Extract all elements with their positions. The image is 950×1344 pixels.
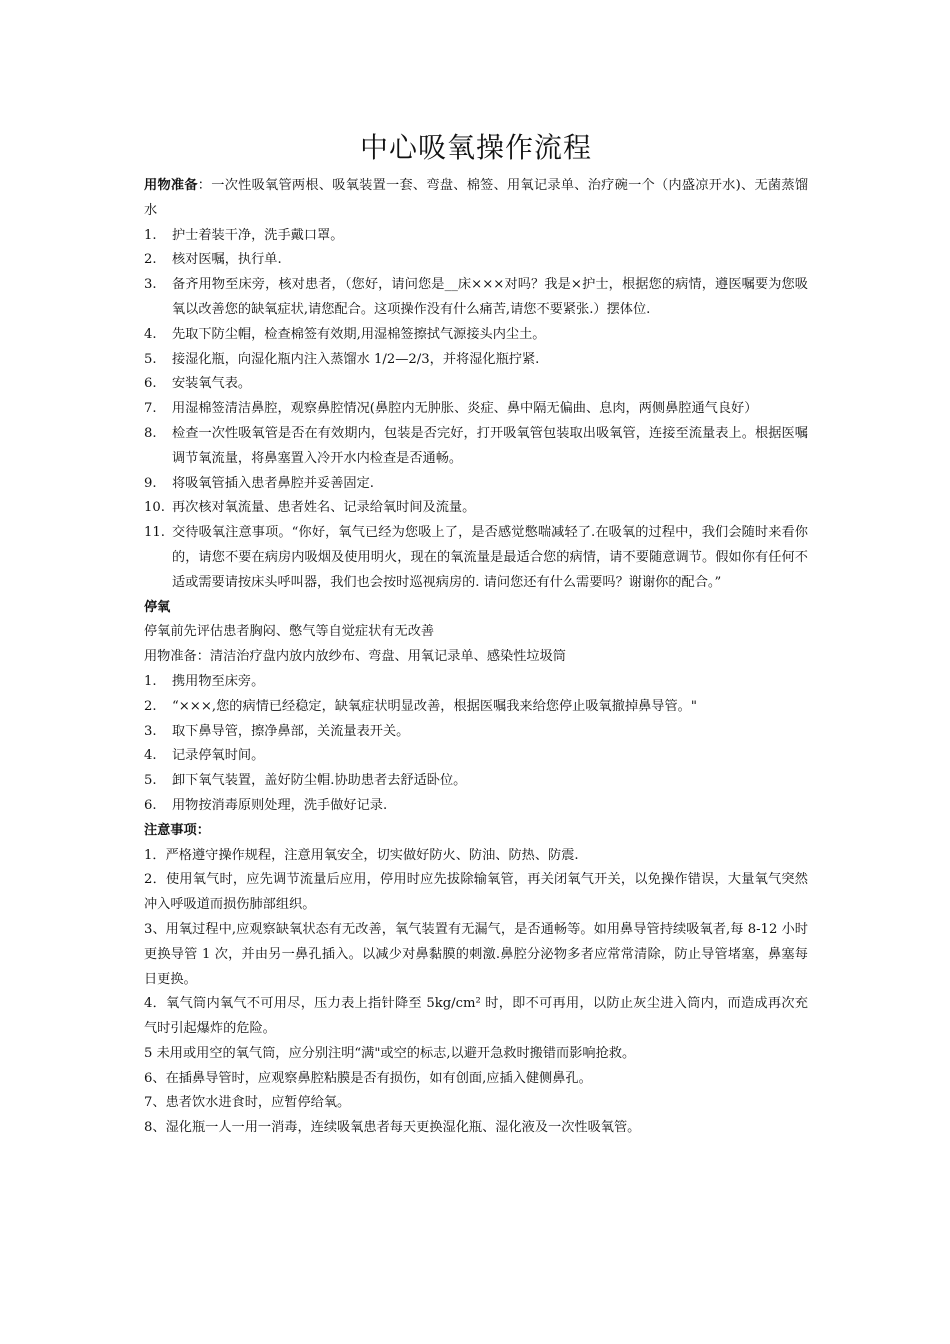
step-item	[144, 472, 808, 497]
page-title: 中心吸氧操作流程	[359, 131, 592, 164]
stop-prep: 用物准备：清洁治疗盘内放内放纱布、弯盘、用氧记录单、感染性垃圾筒	[144, 649, 566, 665]
stop-step-item	[144, 769, 808, 794]
stop-step-item	[144, 794, 808, 819]
stop-step-text: 取下鼻导管，擦净鼻部，关流量表开关。	[172, 723, 410, 739]
note-item: 8、湿化瓶一人一用一消毒，连续吸氧患者每天更换湿化瓶、湿化液及一次性吸氧管。	[144, 1120, 641, 1136]
step-item	[144, 422, 808, 472]
stop-step-text: “×××,您的病情已经稳定，缺氧症状明显改善，根据医嘱我来给您停止吸氧撤掉鼻导管。"	[172, 698, 697, 714]
step-text: 护士着装干净，洗手戴口罩。	[172, 227, 344, 243]
step-item	[144, 521, 808, 595]
step-item	[144, 224, 808, 249]
note-item: 2．使用氧气时，应先调节流量后应用，停用时应先拔除输氧管，再关闭氧气开关，以免操作错误，大量氧气突然冲入呼吸道而损伤肺部组织。	[144, 872, 808, 913]
step-item	[144, 496, 808, 521]
prep-text: 一次性吸氧管两根、吸氧装置一套、弯盘、棉签、用氧记录单、治疗碗一个（内盛凉开水)、无菌蒸馏水	[144, 178, 809, 218]
stop-heading: 停氧	[144, 599, 171, 615]
step-text: 核对医嘱，执行单.	[172, 252, 282, 268]
step-text: 接湿化瓶，向湿化瓶内注入蒸馏水 1/2—2/3，并将湿化瓶拧紧.	[172, 351, 540, 367]
step-text: 用湿棉签清洁鼻腔，观察鼻腔情况(鼻腔内无肿胀、炎症、鼻中隔无偏曲、息肉，两侧鼻腔通气良好）	[172, 401, 758, 417]
step-number: 3.	[144, 277, 157, 293]
stop-step-number: 2.	[144, 698, 157, 714]
step-item	[144, 348, 808, 373]
stop-step-number: 1.	[144, 673, 157, 689]
note-item: 1．严格遵守操作规程，注意用氧安全，切实做好防火、防油、防热、防震.	[144, 847, 579, 863]
step-item	[144, 323, 808, 348]
stop-step-number: 6.	[144, 797, 157, 813]
step-number: 8.	[144, 425, 157, 441]
step-number: 9.	[144, 475, 157, 491]
notes-heading: 注意事项：	[144, 822, 210, 838]
note-item: 6、在插鼻导管时，应观察鼻腔粘膜是否有损伤，如有创面,应插入健侧鼻孔。	[144, 1070, 592, 1086]
note-item: 7、患者饮水进食时，应暂停给氧。	[144, 1095, 351, 1111]
step-number: 7.	[144, 401, 157, 417]
step-number: 10.	[144, 500, 165, 516]
stop-step-text: 用物按消毒原则处理，洗手做好记录.	[172, 797, 388, 813]
step-item	[144, 273, 808, 323]
stop-assessment: 停氧前先评估患者胸闷、憋气等自觉症状有无改善	[144, 624, 435, 640]
stop-step-item	[144, 670, 808, 695]
step-item	[144, 372, 808, 397]
step-item	[144, 397, 808, 422]
step-text: 检查一次性吸氧管是否在有效期内，包装是否完好，打开吸氧管包装取出吸氧管，连接至流量表上。根据医嘱调节氧流量，将鼻塞置入冷开水内检查是否通畅。	[172, 425, 808, 466]
step-text: 再次核对氧流量、患者姓名、记录给氧时间及流量。	[172, 500, 476, 516]
step-number: 1.	[144, 227, 157, 243]
step-number: 4.	[144, 326, 157, 342]
step-text: 交待吸氧注意事项。“你好，氧气已经为您吸上了，是否感觉憋喘减轻了.在吸氧的过程中，我们会随时来看你的，请您不要在病房内吸烟及使用明火，现在的氧流量是最适合您的病情，请不要随意调节。假如你有任何不适或需要请按床头呼叫器，我们也会按时巡视病房的. 请问您还有什么需要吗？谢谢你的配合。”	[172, 525, 808, 590]
stop-step-item	[144, 720, 808, 745]
prep-label: 用物准备	[144, 178, 198, 193]
step-text: 备齐用物至床旁，核对患者，（您好，请问您是__床×××对吗？我是×护士，根据您的病情，遵医嘱要为您吸氧以改善您的缺氧症状,请您配合。这项操作没有什么痛苦,请您不要紧张.）摆体位.	[172, 277, 808, 317]
step-text: 将吸氧管插入患者鼻腔并妥善固定.	[172, 475, 375, 491]
step-text: 先取下防尘帽，检查棉签有效期,用湿棉签擦拭气源接头内尘土。	[172, 326, 546, 342]
stop-step-number: 3.	[144, 723, 157, 739]
note-item: 4．氧气筒内氧气不可用尽，压力表上指针降至 5kg/cm² 时，即不可再用，以防止灰尘进入筒内，而造成再次充气时引起爆炸的危险。	[144, 996, 808, 1037]
prep-colon: ：	[197, 178, 212, 193]
stop-step-number: 4.	[144, 748, 157, 764]
stop-step-item	[144, 744, 808, 769]
step-text: 安装氧气表。	[172, 376, 252, 392]
prep-paragraph	[144, 174, 808, 224]
procedure-steps	[144, 224, 808, 596]
stop-step-number: 5.	[144, 773, 157, 789]
note-item: 3、用氧过程中,应观察缺氧状态有无改善，氧气装置有无漏气，是否通畅等。如用鼻导管持续吸氧者,每 8-12 小时更换导管 1 次，并由另一鼻孔插入。以减少对鼻黏膜的刺激.鼻腔分泌物多者应常常清除，防止导管堵塞，鼻塞每日更换。	[144, 921, 808, 987]
step-item	[144, 248, 808, 273]
note-item: 5 未用或用空的氧气筒，应分别注明“满"或空的标志,以避开急救时搬错而影响抢救。	[144, 1045, 636, 1061]
stop-step-text: 记录停氧时间。	[172, 748, 265, 764]
stop-step-item	[144, 695, 808, 720]
step-number: 2.	[144, 252, 157, 268]
stop-steps	[144, 670, 808, 819]
stop-step-text: 卸下氧气装置，盖好防尘帽.协助患者去舒适卧位。	[172, 773, 467, 789]
step-number: 5.	[144, 351, 157, 367]
step-number: 6.	[144, 376, 157, 392]
step-number: 11.	[144, 525, 165, 541]
stop-step-text: 携用物至床旁。	[172, 673, 265, 689]
